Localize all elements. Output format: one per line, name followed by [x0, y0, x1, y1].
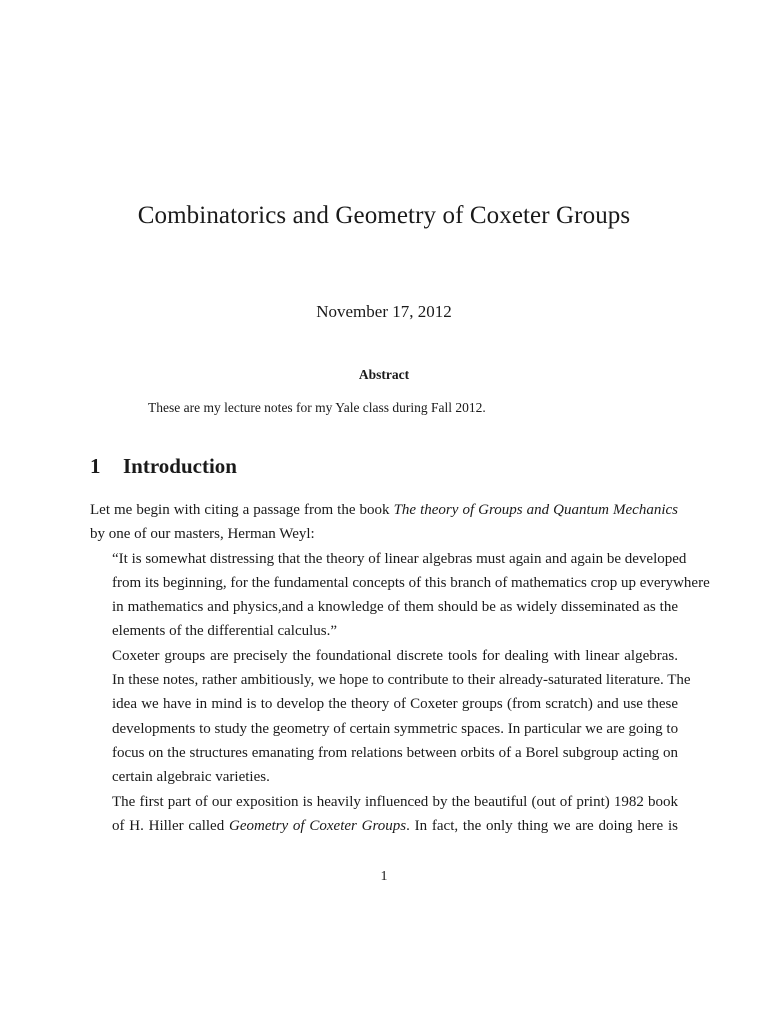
section-heading — [90, 451, 237, 481]
text-line: certain algebraic varieties. — [112, 769, 270, 786]
text-line: Let me begin with citing a passage from the book The theory of Groups and Quantum Mechanics — [90, 502, 678, 518]
text-line: by one of our masters, Herman Weyl: — [90, 526, 315, 543]
paper-date: November 17, 2012 — [316, 302, 452, 321]
body-text — [90, 498, 710, 838]
paragraph — [90, 644, 691, 790]
text-line: from its beginning, for the fundamental concepts of this branch of mathematics crop up everywhere — [112, 574, 710, 591]
text-line: focus on the structures emanating from relations between orbits of a Borel subgroup acting on — [112, 744, 678, 761]
text-line: idea we have in mind is to develop the theory of Coxeter groups (from scratch) and use these — [112, 696, 678, 713]
page-number: 1 — [380, 869, 388, 884]
paper-title: Combinatorics and Geometry of Coxeter Groups — [137, 202, 631, 229]
text-line: The first part of our exposition is heavily influenced by the beautiful (out of print) 1982 book — [112, 793, 678, 810]
section-title: Introduction — [123, 454, 237, 478]
section-number: 1 — [90, 454, 101, 478]
text-line: In these notes, rather ambitiously, we hope to contribute to their already-saturated literature. The — [112, 672, 691, 689]
text-line: elements of the differential calculus.” — [112, 623, 338, 640]
paragraph — [90, 547, 710, 644]
abstract-heading: Abstract — [358, 367, 410, 382]
abstract-text: These are my lecture notes for my Yale class during Fall 2012. — [148, 400, 486, 415]
text-line: developments to study the geometry of certain symmetric spaces. In particular we are going to — [112, 720, 679, 737]
text-line: of H. Hiller called Geometry of Coxeter Groups. In fact, the only thing we are doing here is — [112, 817, 678, 834]
text-line: Coxeter groups are precisely the foundational discrete tools for dealing with linear algebras. — [112, 647, 678, 664]
paragraph — [90, 790, 678, 839]
text-line: “It is somewhat distressing that the theory of linear algebras must again and again be developed — [112, 550, 687, 567]
paragraph — [90, 498, 678, 547]
text-line: in mathematics and physics,and a knowledge of them should be as widely disseminated as the — [112, 599, 678, 616]
